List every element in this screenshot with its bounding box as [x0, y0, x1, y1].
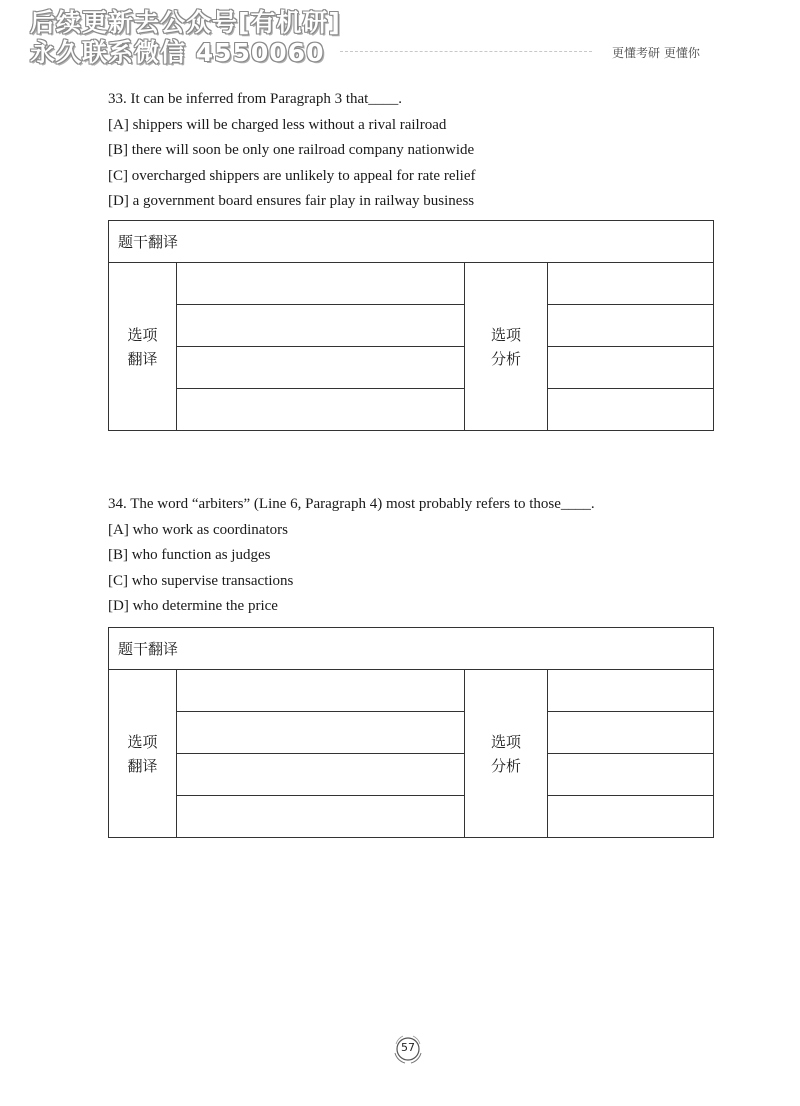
question-34 — [108, 492, 713, 620]
question-stem: 34. The word “arbiters” (Line 6, Paragraph 4) most probably refers to those____. — [108, 496, 595, 512]
analysis-cell — [548, 754, 714, 796]
option-d: [D] who determine the price — [108, 598, 278, 614]
translation-cell — [177, 796, 465, 838]
translation-cell — [177, 347, 465, 389]
stem-translation-cell — [109, 221, 714, 263]
analysis-cell — [548, 670, 714, 712]
answer-table-34 — [108, 627, 714, 838]
header-divider — [340, 51, 592, 52]
option-c: [C] who supervise transactions — [108, 572, 294, 589]
watermark-line-1: 后续更新去公众号[有机研] — [30, 8, 341, 37]
translation-cell — [177, 712, 465, 754]
watermark — [30, 8, 350, 68]
stem-translation-label: 题干翻译 — [118, 233, 179, 251]
translation-cell — [177, 754, 465, 796]
option-b: [B] who function as judges — [108, 547, 271, 563]
analysis-cell — [548, 305, 714, 347]
option-analysis-header: 选项 分析 — [465, 263, 548, 431]
translation-cell — [177, 670, 465, 712]
analysis-cell — [548, 389, 714, 431]
question-stem: 33. It can be inferred from Paragraph 3 that____. — [108, 91, 403, 107]
analysis-cell — [548, 347, 714, 389]
page-number: 57 — [401, 1041, 415, 1054]
stem-translation-cell — [109, 628, 714, 670]
watermark-line-2: 永久联系微信 4550060 — [30, 38, 325, 67]
answer-table-33 — [108, 220, 714, 431]
translation-cell — [177, 263, 465, 305]
option-c: [C] overcharged shippers are unlikely to appeal for rate relief — [108, 167, 476, 184]
analysis-cell — [548, 263, 714, 305]
translation-cell — [177, 389, 465, 431]
stem-translation-label: 题干翻译 — [118, 640, 179, 658]
analysis-cell — [548, 796, 714, 838]
header-slogan: 更懂考研 更懂你 — [612, 46, 700, 60]
option-b: [B] there will soon be only one railroad company nationwide — [108, 142, 475, 158]
analysis-cell — [548, 712, 714, 754]
option-analysis-header: 选项 分析 — [465, 670, 548, 838]
question-33 — [108, 87, 713, 215]
option-a: [A] who work as coordinators — [108, 521, 288, 538]
option-a: [A] shippers will be charged less without a rival railroad — [108, 116, 447, 133]
option-d: [D] a government board ensures fair play in railway business — [108, 193, 475, 209]
option-translation-header: 选项 翻译 — [109, 263, 177, 431]
translation-cell — [177, 305, 465, 347]
page-number-badge — [391, 1032, 425, 1066]
option-translation-header: 选项 翻译 — [109, 670, 177, 838]
